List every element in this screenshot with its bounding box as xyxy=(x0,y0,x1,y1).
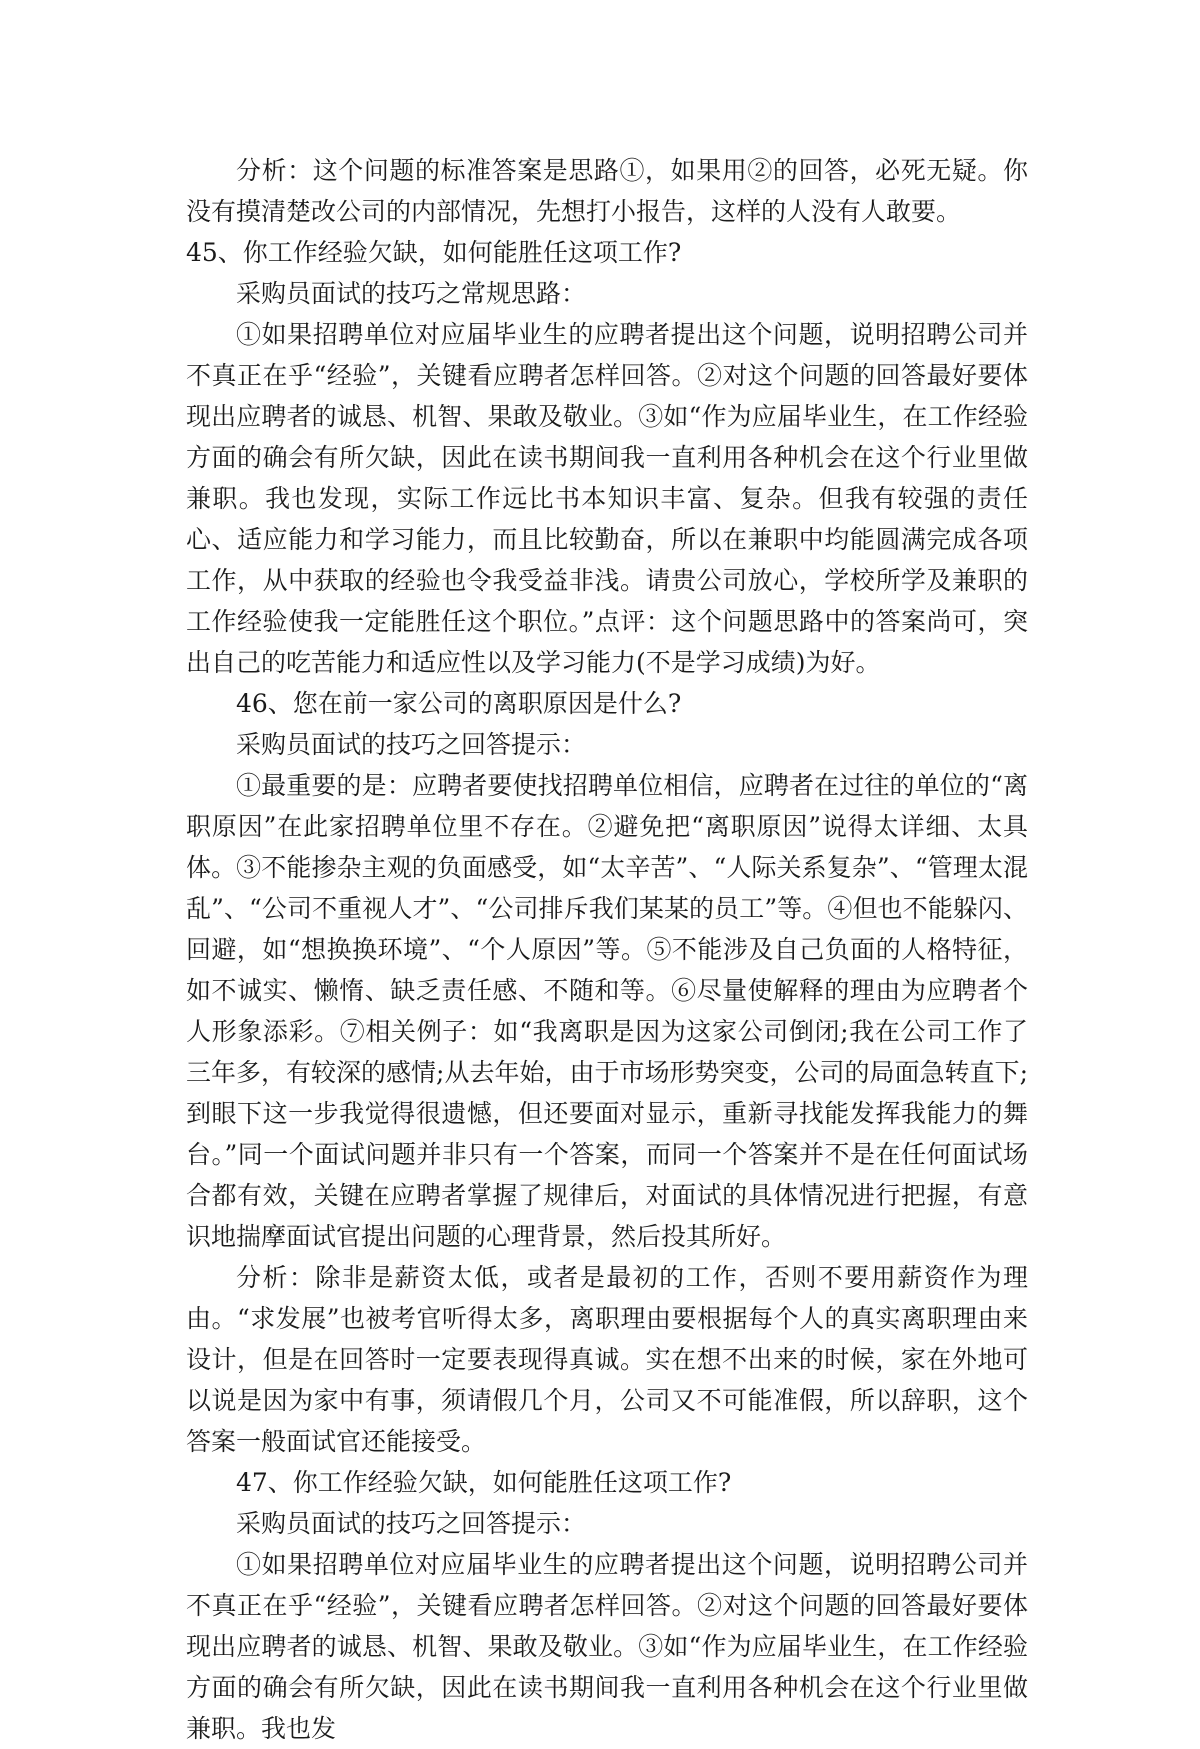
section-label-routine-approach: 采购员面试的技巧之常规思路： xyxy=(236,279,587,308)
paragraph-analysis-46: 分析：除非是薪资太低，或者是最初的工作，否则不要用薪资作为理由。“求发展”也被考官听得太多，离职理由要根据每个人的真实离职理由来设计，但是在回答时一定要表现得真诚。实在想不出来的时候，家在外地可以说是因为家中有事，须请假几个月，公司又不可能准假，所以辞职，这个答案一般面试官还能接受。 xyxy=(186,1263,1028,1456)
question-45-heading: 45、你工作经验欠缺，如何能胜任这项工作? xyxy=(186,238,682,267)
question-47-heading: 47、你工作经验欠缺，如何能胜任这项工作? xyxy=(236,1468,732,1497)
paragraph-answer-47: ①如果招聘单位对应届毕业生的应聘者提出这个问题，说明招聘公司并不真正在乎“经验”，关键看应聘者怎样回答。②对这个问题的回答最好要体现出应聘者的诚恳、机智、果敢及敬业。③如“作为应届毕业生，在工作经验方面的确会有所欠缺，因此在读书期间我一直利用各种机会在这个行业里做兼职。我也发 xyxy=(186,1550,1028,1743)
paragraph-analysis-44: 分析：这个问题的标准答案是思路①，如果用②的回答，必死无疑。你没有摸清楚改公司的内部情况，先想打小报告，这样的人没有人敢要。 xyxy=(186,156,1028,226)
paragraph-answer-46: ①最重要的是：应聘者要使找招聘单位相信，应聘者在过往的单位的“离职原因”在此家招聘单位里不存在。②避免把“离职原因”说得太详细、太具体。③不能掺杂主观的负面感受，如“太辛苦”、“人际关系复杂”、“管理太混乱”、“公司不重视人才”、“公司排斥我们某某的员工”等。④但也不能躲闪、回避，如“想换换环境”、“个人原因”等。⑤不能涉及自己负面的人格特征，如不诚实、懒惰、缺乏责任感、不随和等。⑥尽量使解释的理由为应聘者个人形象添彩。⑦相关例子：如“我离职是因为这家公司倒闭;我在公司工作了三年多，有较深的感情;从去年始，由于市场形势突变，公司的局面急转直下;到眼下这一步我觉得很遗憾，但还要面对显示，重新寻找能发挥我能力的舞台。”同一个面试问题并非只有一个答案，而同一个答案并不是在任何面试场合都有效，关键在应聘者掌握了规律后，对面试的具体情况进行把握，有意识地揣摩面试官提出问题的心理背景，然后投其所好。 xyxy=(186,771,1028,1251)
paragraph-answer-45: ①如果招聘单位对应届毕业生的应聘者提出这个问题，说明招聘公司并不真正在乎“经验”，关键看应聘者怎样回答。②对这个问题的回答最好要体现出应聘者的诚恳、机智、果敢及敬业。③如“作为应届毕业生，在工作经验方面的确会有所欠缺，因此在读书期间我一直利用各种机会在这个行业里做兼职。我也发现，实际工作远比书本知识丰富、复杂。但我有较强的责任心、适应能力和学习能力，而且比较勤奋，所以在兼职中均能圆满完成各项工作，从中获取的经验也令我受益非浅。请贵公司放心，学校所学及兼职的工作经验使我一定能胜任这个职位。”点评：这个问题思路中的答案尚可，突出自己的吃苦能力和适应性以及学习能力(不是学习成绩)为好。 xyxy=(186,320,1028,677)
question-46-heading: 46、您在前一家公司的离职原因是什么? xyxy=(236,689,682,718)
document-body xyxy=(186,150,1028,1749)
section-label-answer-tips-47: 采购员面试的技巧之回答提示： xyxy=(236,1509,587,1538)
section-label-answer-tips-46: 采购员面试的技巧之回答提示： xyxy=(236,730,587,759)
